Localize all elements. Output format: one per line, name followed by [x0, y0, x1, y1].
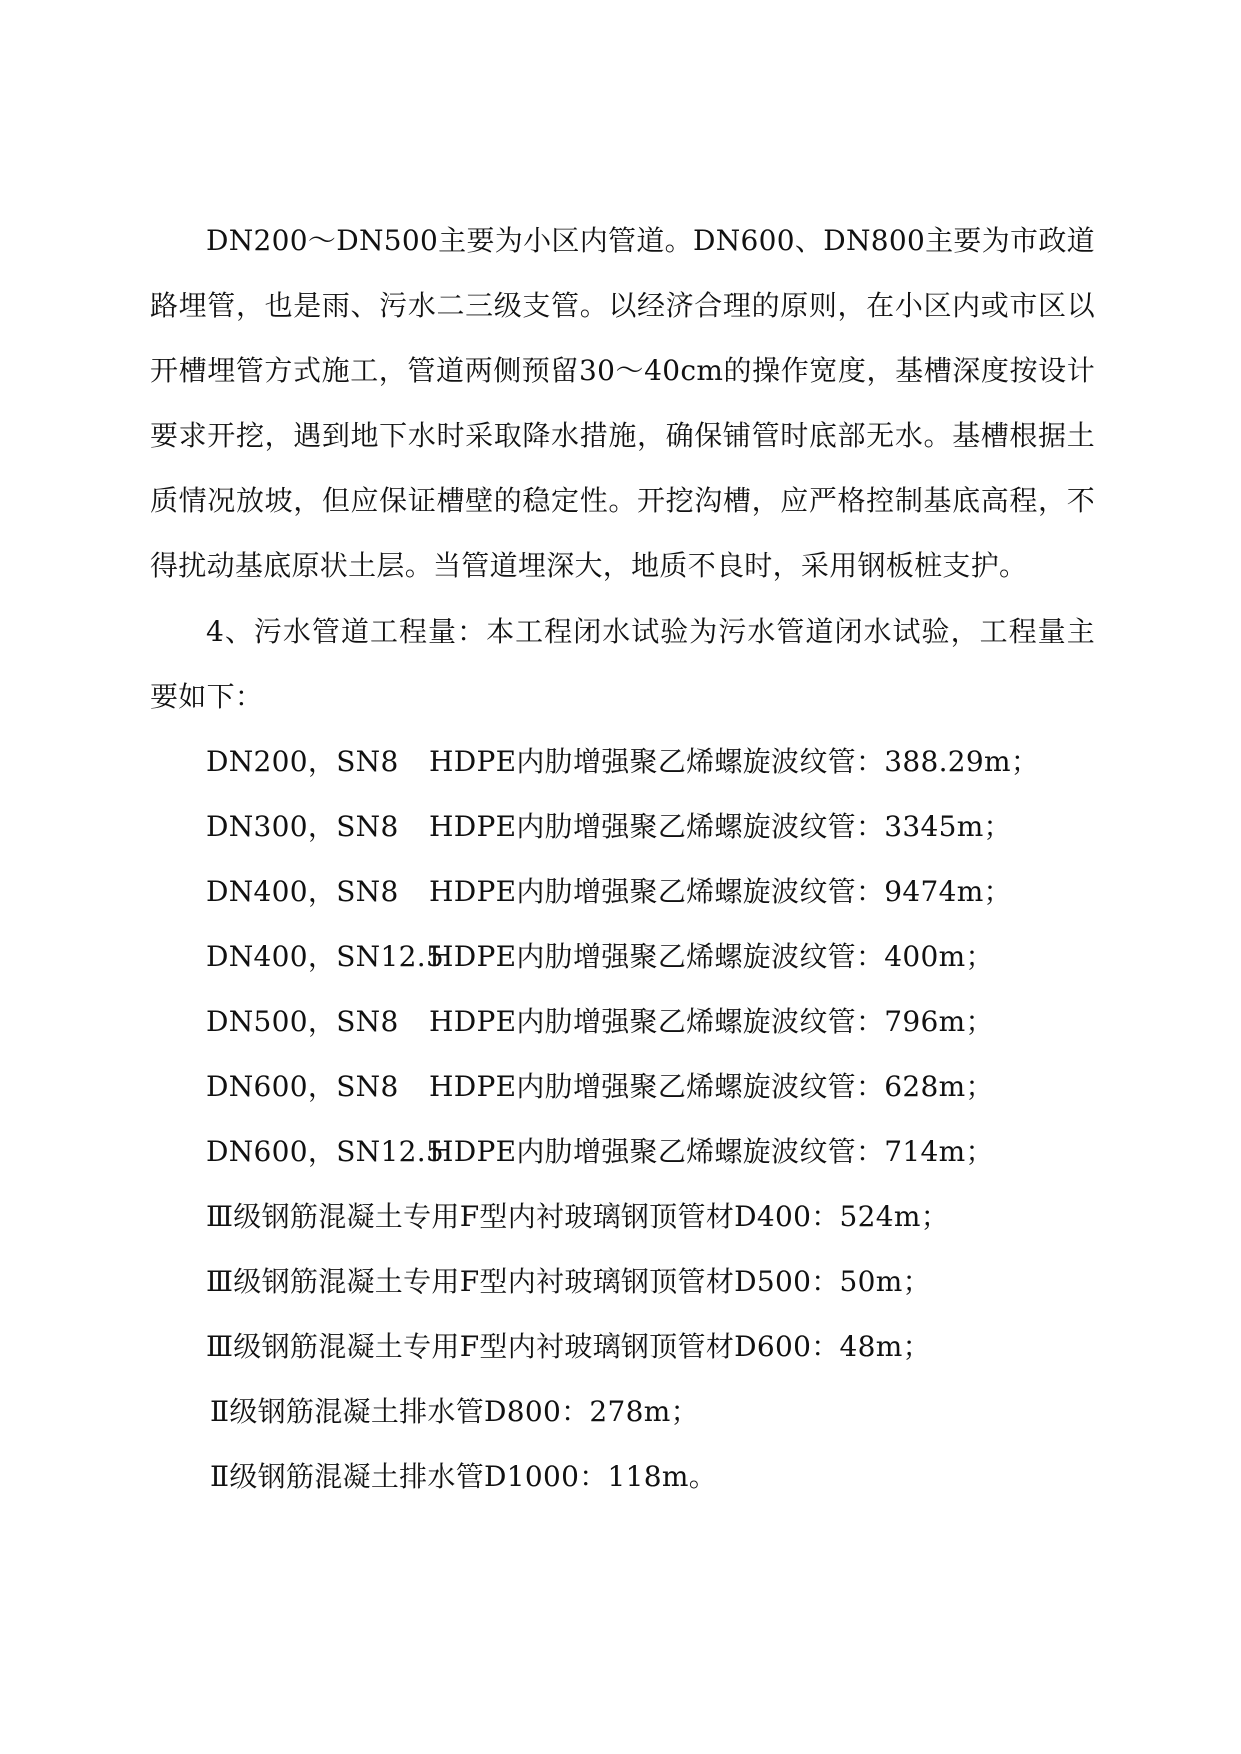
pipe-desc: HDPE内肋增强聚乙烯螺旋波纹管：400m； [429, 940, 994, 973]
list-item [206, 1054, 994, 1119]
pipe-spec: DN200，SN8 [206, 745, 399, 778]
pipe-desc: HDPE内肋增强聚乙烯螺旋波纹管：388.29m； [429, 745, 1040, 778]
list-item [206, 1119, 994, 1184]
list-item [206, 729, 1039, 794]
paragraph-quantities-intro: 4、污水管道工程量：本工程闭水试验为污水管道闭水试验，工程量主要如下： [150, 615, 1095, 713]
pipe-desc: HDPE内肋增强聚乙烯螺旋波纹管：714m； [429, 1135, 994, 1168]
pipe-spec: DN600，SN8 [206, 1070, 399, 1103]
paragraph-trench-method: DN200～DN500主要为小区内管道。DN600、DN800主要为市政道路埋管，也是雨、污水二三级支管。以经济合理的原则，在小区内或市区以开槽埋管方式施工，管道两侧预留30～40cm的操作宽度，基槽深度按设计要求开挖，遇到地下水时采取降水措施，确保铺管时底部无水。基槽根据土质情况放坡，但应保证槽壁的稳定性。开挖沟槽，应严格控制基底高程，不得扰动基底原状土层。当管道埋深大，地质不良时，采用钢板桩支护。 [150, 224, 1095, 582]
list-item: Ⅱ级钢筋混凝土排水管D800：278m； [210, 1395, 699, 1428]
list-item: Ⅲ级钢筋混凝土专用F型内衬玻璃钢顶管材D500：50m； [206, 1265, 931, 1298]
pipe-desc: HDPE内肋增强聚乙烯螺旋波纹管：796m； [429, 1005, 994, 1038]
list-item [206, 989, 994, 1054]
list-item [206, 859, 1012, 924]
list-item [206, 924, 994, 989]
pipe-desc: HDPE内肋增强聚乙烯螺旋波纹管：3345m； [429, 810, 1012, 843]
pipe-desc: HDPE内肋增强聚乙烯螺旋波纹管：628m； [429, 1070, 994, 1103]
pipe-spec: DN400，SN12.5 [206, 940, 445, 973]
list-item [206, 794, 1012, 859]
pipe-spec: DN300，SN8 [206, 810, 399, 843]
list-item: Ⅲ级钢筋混凝土专用F型内衬玻璃钢顶管材D600：48m； [206, 1330, 931, 1363]
list-item: Ⅱ级钢筋混凝土排水管D1000：118m。 [210, 1460, 718, 1493]
pipe-spec: DN600，SN12.5 [206, 1135, 445, 1168]
pipe-spec: DN500，SN8 [206, 1005, 399, 1038]
pipe-spec: DN400，SN8 [206, 875, 399, 908]
pipe-desc: HDPE内肋增强聚乙烯螺旋波纹管：9474m； [429, 875, 1012, 908]
list-item: Ⅲ级钢筋混凝土专用F型内衬玻璃钢顶管材D400：524m； [206, 1200, 950, 1233]
